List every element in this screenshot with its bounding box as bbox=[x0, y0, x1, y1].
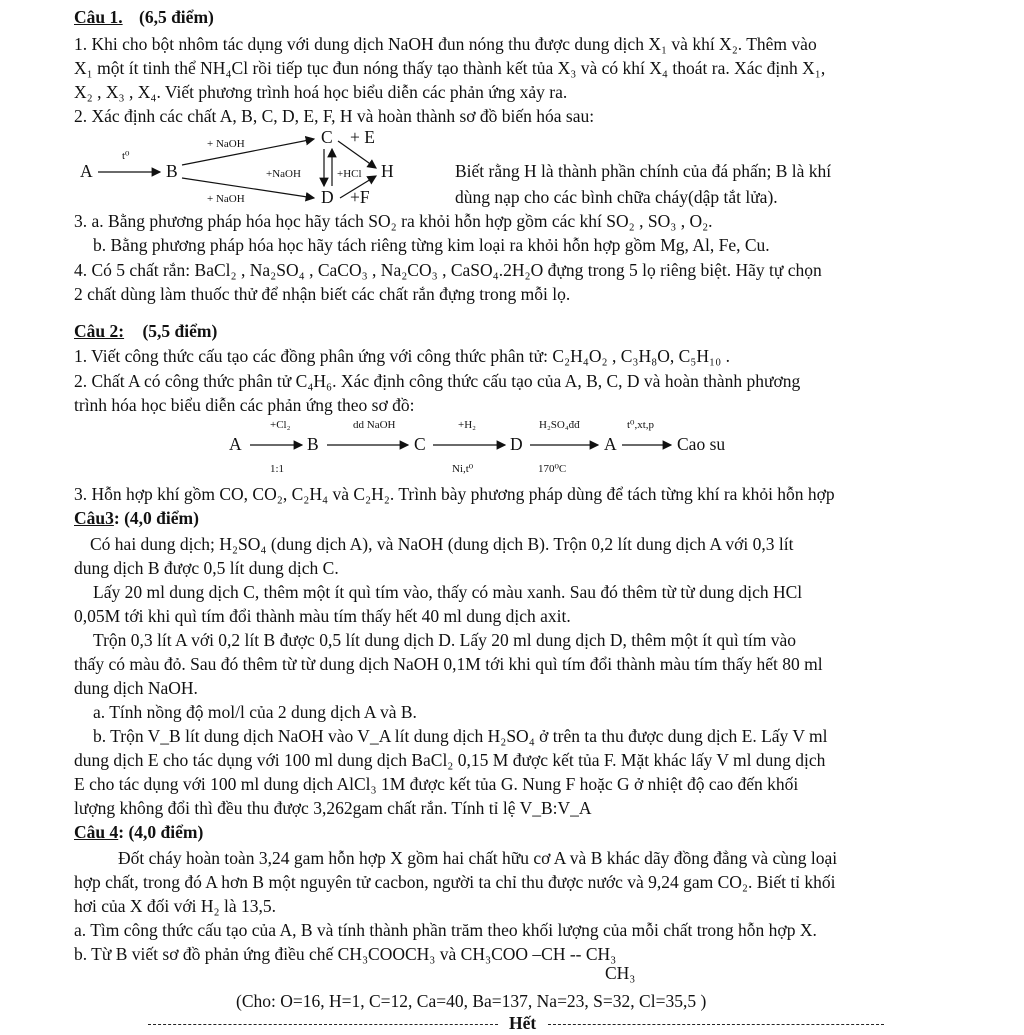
q3-line6: thấy có màu đỏ. Sau đó thêm từ từ dung dịch NaOH 0,1M tới khi quì tím đổi thành màu tím thấy hết 80 ml bbox=[74, 654, 823, 674]
scheme1-plus-f: +F bbox=[350, 187, 370, 207]
q4-points: : (4,0 điểm) bbox=[118, 822, 204, 842]
q1-p4-line2: 2 chất dùng làm thuốc thử để nhận biết các chất rắn đựng trong mỗi lọ. bbox=[74, 284, 571, 304]
q3-points: : (4,0 điểm) bbox=[113, 508, 199, 528]
q4-line1: Đốt cháy hoàn toàn 3,24 gam hỗn hợp X gồm hai chất hữu cơ A và B khác dãy đồng đẳng và cùng loại bbox=[118, 848, 838, 868]
scheme2-product: Cao su bbox=[677, 434, 726, 454]
q1-p4-line1: 4. Có 5 chất rắn: BaCl₂ , Na₂SO₄ , CaCO₃ , Na₂CO₃ , CaSO₄.2H₂O đựng trong 5 lọ riêng biệt. Hãy tự chọn bbox=[74, 260, 822, 280]
q4-line2: hợp chất, trong đó A hơn B một nguyên tử cacbon, người ta chỉ thu được nước và 9,24 gam CO₂. Biết tỉ khối bbox=[74, 872, 836, 892]
q4-title: Câu 4 bbox=[74, 822, 119, 842]
q1-title: Câu 1. bbox=[74, 7, 123, 27]
q4-heading bbox=[74, 821, 203, 844]
q1-note-line2: dùng nạp cho các bình chữa cháy(dập tắt lửa). bbox=[455, 187, 778, 207]
q2-title: Câu 2: bbox=[74, 321, 125, 341]
q3-title: Câu3 bbox=[74, 508, 114, 528]
q3-part-a: a. Tính nồng độ mol/l của 2 dung dịch A và B. bbox=[93, 702, 417, 722]
q1-note-line1: Biết rằng H là thành phần chính của đá phấn; B là khí bbox=[455, 161, 832, 181]
scheme1-plus-e: + E bbox=[350, 127, 375, 147]
scheme2-nit: Ni,t⁰ bbox=[452, 463, 474, 475]
q3-part-b-line1: b. Trộn V_B lít dung dịch NaOH vào V_A lít dung dịch H₂SO₄ ở trên ta thu được dung dịch E. Lấy V ml bbox=[93, 726, 828, 746]
scheme1-naoh-mid: +NaOH bbox=[266, 168, 301, 180]
q3-line7: dung dịch NaOH. bbox=[74, 678, 198, 698]
scheme1-a: A bbox=[80, 161, 93, 181]
scheme1-t0: t⁰ bbox=[122, 150, 130, 162]
scheme1-hcl-mid: +HCl bbox=[337, 168, 362, 180]
footer-rule-right bbox=[548, 1024, 884, 1025]
scheme2-ratio: 1:1 bbox=[270, 463, 285, 475]
q3-part-b-line2: dung dịch E cho tác dụng với 100 ml dung dịch BaCl₂ 0,15 M được kết tủa F. Mặt khác lấy V ml dung dịch bbox=[74, 750, 826, 770]
q3-line5: Trộn 0,3 lít A với 0,2 lít B được 0,5 lít dung dịch D. Lấy 20 ml dung dịch D, thêm một ít quì tím vào bbox=[93, 630, 797, 650]
q1-p1-line1: 1. Khi cho bột nhôm tác dụng với dung dịch NaOH đun nóng thu được dung dịch X₁ và khí X₂. Thêm vào bbox=[74, 34, 817, 54]
scheme2-naoh: dd NaOH bbox=[353, 419, 396, 431]
q1-p1-line3: X₂ , X₃ , X₄. Viết phương trình hoá học biểu diễn các phản ứng xảy ra. bbox=[74, 82, 568, 102]
scheme2-cond: t⁰,xt,p bbox=[627, 419, 655, 431]
q2-points: (5,5 điểm) bbox=[142, 321, 218, 341]
scheme2-h2: +H₂ bbox=[458, 419, 476, 431]
scheme1-d: D bbox=[321, 187, 334, 207]
scheme2-temp: 170⁰C bbox=[538, 463, 567, 475]
q1-p3a: 3. a. Bằng phương pháp hóa học hãy tách SO₂ ra khỏi hỗn hợp gồm các khí SO₂ , SO₃ , O₂. bbox=[74, 211, 713, 231]
scheme2-a2: A bbox=[604, 434, 617, 454]
q3-line2: dung dịch B được 0,5 lít dung dịch C. bbox=[74, 558, 339, 578]
scheme1-b: B bbox=[166, 161, 178, 181]
q4-given-masses: (Cho: O=16, H=1, C=12, Ca=40, Ba=137, Na=23, S=32, Cl=35,5 ) bbox=[236, 991, 707, 1011]
scheme1-h: H bbox=[381, 161, 394, 181]
scheme2-b: B bbox=[307, 434, 319, 454]
q4-line3: hơi của X đối với H₂ là 13,5. bbox=[74, 896, 277, 916]
q1-points: (6,5 điểm) bbox=[139, 7, 214, 27]
q4-branch-ch3: CH₃ bbox=[605, 963, 636, 983]
q3-line3: Lấy 20 ml dung dịch C, thêm một ít quì tím vào, thấy có màu xanh. Sau đó thêm từ từ dung dịch HCl bbox=[93, 582, 803, 602]
scheme2-c: C bbox=[414, 434, 426, 454]
q1-p1-line2: X₁ một ít tinh thể NH₄Cl rồi tiếp tục đun nóng thấy tạo thành kết tủa X₃ và có khí X₄ thoát ra. Xác định X₁, bbox=[74, 58, 826, 78]
q3-part-b-line3: E cho tác dụng với 100 ml dung dịch AlCl₃ 1M được kết tủa G. Nung F hoặc G ở nhiệt độ cao đến khối bbox=[74, 774, 799, 794]
scheme1-c: C bbox=[321, 127, 333, 147]
q4-part-b: b. Từ B viết sơ đồ phản ứng điều chế CH₃COOCH₃ và CH₃COO –CH -- CH₃ bbox=[74, 944, 617, 964]
q3-part-b-line4: lượng không đổi thì đều thu được 3,262gam chất rắn. Tính tỉ lệ V_B:V_A bbox=[74, 798, 592, 818]
q1-p3b: b. Bằng phương pháp hóa học hãy tách riêng từng kim loại ra khỏi hỗn hợp gồm Mg, Al, Fe, Cu. bbox=[93, 235, 770, 255]
q1-p2-line1: 2. Xác định các chất A, B, C, D, E, F, H và hoàn thành sơ đồ biến hóa sau: bbox=[74, 106, 595, 126]
scheme1-naoh-bottom: + NaOH bbox=[207, 193, 245, 205]
end-marker: Hết bbox=[509, 1013, 537, 1033]
q2-p2-line2: trình hóa học biểu diễn các phản ứng theo sơ đồ: bbox=[74, 395, 415, 415]
q3-line1: Có hai dung dịch; H₂SO₄ (dung dịch A), và NaOH (dung dịch B). Trộn 0,2 lít dung dịch A với 0,3 lít bbox=[90, 534, 794, 554]
q3-heading bbox=[74, 507, 199, 530]
footer-rule-left bbox=[148, 1024, 498, 1025]
scheme2-cl2: +Cl₂ bbox=[270, 419, 291, 431]
q2-p2-line1: 2. Chất A có công thức phân tử C₄H₆. Xác định công thức cấu tạo của A, B, C, D và hoàn thành phương bbox=[74, 371, 801, 391]
scheme2-a: A bbox=[229, 434, 242, 454]
q2-p3: 3. Hỗn hợp khí gồm CO, CO₂, C₂H₄ và C₂H₂. Trình bày phương pháp dùng để tách từng khí ra khỏi hỗn hợp bbox=[74, 484, 835, 504]
q3-line4: 0,05M tới khi quì tím đổi thành màu tím thấy hết 40 ml dung dịch axit. bbox=[74, 606, 571, 626]
q2-p1: 1. Viết công thức cấu tạo các đồng phân ứng với công thức phân tử: C₂H₄O₂ , C₃H₈O, C₅H₁₀ . bbox=[74, 346, 730, 366]
q4-part-a: a. Tìm công thức cấu tạo của A, B và tính thành phần trăm theo khối lượng của mỗi chất trong hỗn hợp X. bbox=[74, 920, 817, 940]
scheme2-h2so4: H₂SO₄đđ bbox=[539, 419, 580, 431]
scheme2-d: D bbox=[510, 434, 523, 454]
scheme1-naoh-top: + NaOH bbox=[207, 138, 245, 150]
